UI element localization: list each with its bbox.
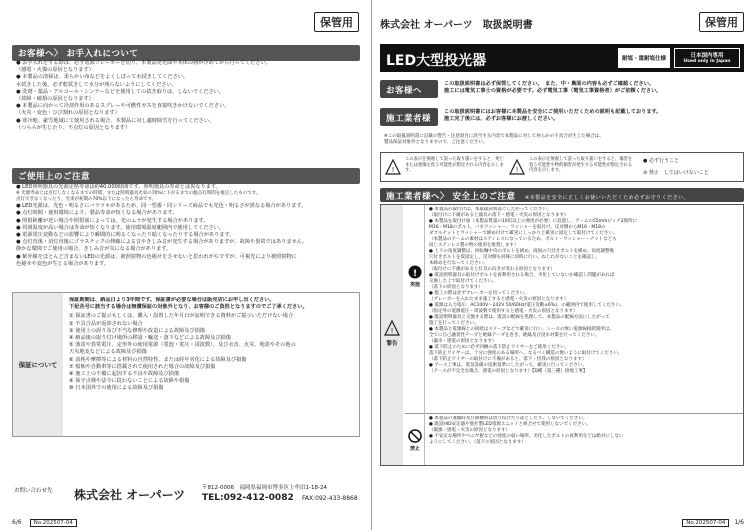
svg-text:!: !: [515, 166, 519, 174]
warning-section: [380, 204, 744, 466]
must-do-icon: [408, 265, 422, 279]
legend-box: ! この表示を無視して誤った取り扱いをすると、死亡または重傷を負う可能性が想定される内容を示します。 ! この表示を無視して誤った取り扱いをすると、傷害を負う可能性や物的損害が発生する可能性が想定される内容を示します。 ● 必ず行うこと ⊘ 禁止 してはいけないこと: [380, 152, 744, 182]
doc-title: 株式会社 オーパーツ 取扱説明書: [380, 20, 533, 31]
care-list: ● お手入れをする際は、必ず電源ブレーカーを切り、本製品発光面や本体の熱が冷めてから行ってください。 （感電・火傷の原因となります） ● 本製品の清掃は、柔らかい布などをよくしぼって水拭きしてください。 水拭きした後、必ず乾拭きして水分が残らないようにしてください。 ● 洗剤・薬品・アルコール・シンナーなどを使用しての拭き取りは、しないでください。 （故障・破損の原因となります） ● 本製品に向かって冷却作用のあるスプレーや可燃性ガスを直接吹きかけないでください。 （火災・変色・ひび割れの原因となります） ● 寒冷地、豪雪地域にて使用される場合、本製品に対し適時除雪を行ってください。 （つららが生じたり、不点灯の原因となります）: [16, 60, 271, 131]
left-footer: 6/6 No.202507-04: [12, 519, 80, 527]
safety-header: 施工業者様へ〉 安全上のご注意 ※本製品を安全に正しくお使いいただくため必ずお守りください。: [380, 188, 744, 202]
right-page: [376, 0, 750, 530]
warranty-box: [12, 292, 360, 437]
keep-label: 保管用: [699, 12, 744, 32]
installer-text: この取扱説明書にはお客様に本製品を安全にご使用いただくための説明も記載しております。 施工完了後には、必ずお客様にお渡しください。: [444, 109, 662, 123]
customer-text: この取扱説明書は必ず保管してください。 また、中・裏面の内容も必ずご確認ください。 施工には電気工事士の資格が必要です。必ず電気工事（電気工事資格者）がご依頼ください。: [444, 81, 662, 95]
note: ※この取扱説明書に記載の警告・注意項目に該当する内容で本製品に対して何らかの不具合が生じた場合は、 製品保証対象外となりますので、ご注意ください。: [384, 134, 604, 145]
left-page: [0, 0, 372, 530]
japan-badge: 日本国内専用 Used only in Japan: [674, 48, 740, 68]
svg-text:!: !: [391, 166, 395, 174]
caution-triangle-icon: [509, 159, 525, 175]
tel-number: TEL:092-412-0082: [202, 493, 294, 503]
product-name: LED大型投光器: [386, 53, 487, 69]
warranty-content: 保証期間は、納品日より3年間です。保証書が必要な場合は販売店にお申し出ください。 下記各号に該当する場合は無償保証の対象外となり、お客様のご負担となりますのでご了承ください。 ① 保証書のご提示もしくは、購入・設置した年月日が証明できる資料がご提示いただけない場合 ② 不具合品が返却されない場合 ③ 使用上の誤り及び不当な修理や改造による故障及び損傷 ④ 納品後の取り付け場所の移設・輸送・落下などによる故障及び損傷 ⑤ 落雷や異常電圧、定形外の使用電源（電池・電圧・周波数）、及び水害、火災、地震やその他の 天災地変などによる故障及び損傷 ⑥ 消耗や摩擦等による材料の自然特性、または経年劣化による故障及び損傷 ⑦ 船舶や自動車等に搭載されて使用された場合の故障及び損傷 ⑧ 施工上の不備に起因する不良や故障及び損傷 ⑨ 保守点検や法令に従わないことによる故障や損傷 ⑩ 日本国外での使用による故障及び損傷: [69, 297, 308, 392]
svg-text:!: !: [412, 269, 418, 279]
fax-number: FAX:092-433-8868: [302, 495, 358, 502]
product-banner: [380, 44, 744, 72]
warning-side: ! 警告: [381, 205, 403, 465]
prohibit-list: ● 本製品の運搬時及び開梱時は放り投げたり落としたり、しないでください。 ● 既設HID安定器や他社製LED電源ユニットと組合せて使用しないでください。 （破損・感電・火災の原因となります） ● 不安定な場所やベニヤ板などの強度の弱い場所、劣化したボルトの再利用などは絶対にしない ようにしてください。（落下の原因となります）: [429, 416, 624, 445]
must-col: ! 実施: [405, 205, 425, 465]
installer-tag: 施工業者様へ: [380, 108, 438, 126]
usage-header: ご使用上のご注意: [12, 168, 360, 184]
company-name: 株式会社 オーパーツ: [74, 488, 186, 502]
warranty-label: 保証について: [13, 293, 63, 436]
right-footer: No.202507-04 1/6: [682, 519, 744, 527]
prohibit-icon: [408, 429, 422, 443]
customer-tag: お客様へ: [380, 80, 438, 98]
spec-badge: 耐塩・重耐塩仕様: [618, 48, 670, 68]
warning-triangle-icon: [385, 159, 401, 175]
keep-label: 保管用: [314, 12, 359, 32]
prohibit-col: 禁止: [405, 413, 425, 465]
contact-block: お問い合わせ先 株式会社 オーパーツ 〒812-0006 福岡県福岡市博多区上牟田1-18-24 TEL:092-412-0082 FAX:092-433-8868: [14, 485, 358, 503]
usage-list: ● LED照明器具の光源定格寿命は約40,000時間です。照明器具の寿命とは異なります。 ※ 光源寿命とは点灯しなくなるまでの時間、または照明器具光束の70%に下がるまでの総点灯時間を推定したものです。 点灯できなくなったり、光束が初期の70%以下になったら寿命です。 ● LED光源は、光色・明るさにバラツキがあるため、同一型番・同シリーズ商品でも光色・明るさが異なる場合があります。 ● 点灯時間・使用環境により、製品寿命が短くなる場合があります。 ● 照射距離が近い場合や照射面によっては、光のムラが発生する場合があります。 ● 周囲温度が高い場合は寿命が短くなります。使用環境温度範囲内で使用してください。 ● 電源電圧変動などの影響により瞬間的に明るくなったり暗くなったりする場合があります。 ● 点灯直後・消灯直後にプラスチックの伸縮による音やきしみ音が発生する場合がありますが、故障や異常ではありません。 静かな環境でご使用の場合、きしみ音が気になる場合があります。 ● 紫外線をほとんど含まないLEDの光源は、被照射物の色褪せをさせないと思われがちですが、可視光により被照射物に 色褪せや変色が生じる場合があります。: [16, 184, 308, 267]
care-header: お客様へ〉 お手入れについて: [12, 45, 360, 61]
svg-text:!: !: [390, 327, 394, 335]
must-list: ● 本製品の取付けは、本取扱説明書にしたがってください。 （取付けに不備があると器具の落下・感電・火災の原因となります） ● 本製品を取付け面（本製品質量の10倍以上の強度が必要）に設置し、アームの55mmピッチ2箇所に M16・M18のボルト、バネワッシャー、ワッシャーを取付け、反対側からM16・M18の ダブルナットとワッシャーで締め付けて確実にしっかりと確実に固定して取付けてください。 （本製品のアームの素材はステンレスになっているため、ボルト・ワッシャー・ナットなども 同じステンレス製の物の使用を推奨します） ● 上下の角度調整は、回転軸中央のボルトを緩め、両固の穴付きボルトを緩め、角度調整後 穴付きボルトを仮固定し、反対側も同様に同時に行い、ねじれがないことを確認し、 本締めを行なってください。 （取付けに不備があると灯具の向きが変わる原因となります） ● 既設照明器具の取付けボルトを再利用される場合、劣化していないか確認し問題があれば 交換した上で取付けてください。 （落下の原因となります） ● 施工の際は必ずブレーカーを切ってください。 （ブレーカーを入れたまま施工すると感電・火災の原因となります） ● 電源は入力電圧：AC100V〜242V 50/60Hz(電圧変動±6%)、の範囲内で使用してください。 （指定外の電源電圧・周波数で使用すると感電・火災の原因となります） ● 既設照明器具と交換する際は、既設の配線を処理して、本製品の配線方法にしたがって 施工を行ってください。 ● 本製品と電源線との接続はスリーブなどで確実に行い、シースの無い電源線接続箇所は、 全てに自己融着性テープと絶縁テープを巻き、絶縁及び浸水対策を行ってください。 （漏水・感電の原因となります） ● 落下防止のために必ず同梱の落下防止ワイヤーをご使用ください。 落下防止ワイヤーは、十分に強度のある場所へ、なるべく構造の無いように取付けてください。 （落下防止ワイヤーの取付けに不備があると、落下・怪我の原因となります） ● アース工事は、電気設備の技術基準にしたがって、確実に行ってください。 （アースが不完全な場合、感電の原因となります）【D種（第三種）接地工事】: [429, 207, 638, 374]
warning-icon: [384, 320, 400, 336]
